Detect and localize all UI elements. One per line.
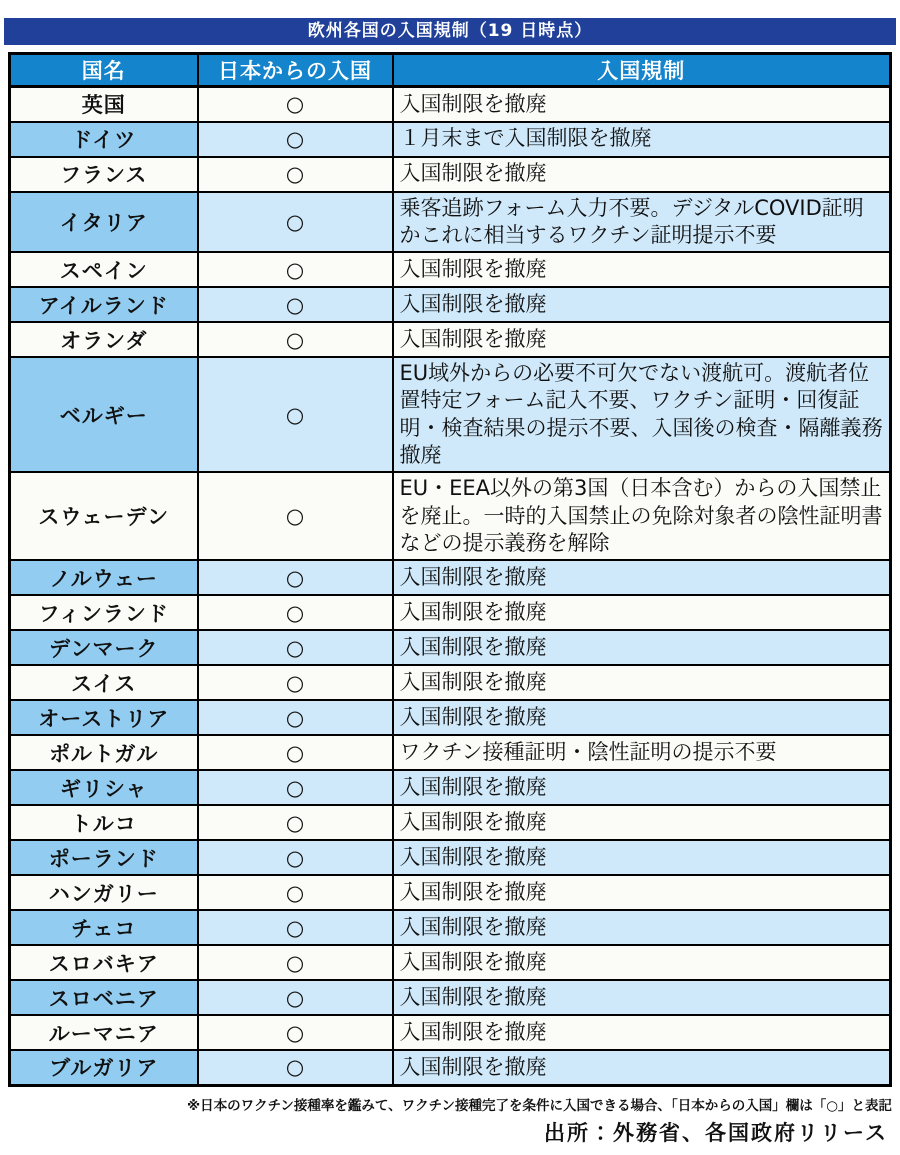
country-name-cell: チェコ <box>10 910 198 945</box>
entry-allowed-mark: ○ <box>198 875 393 910</box>
restriction-text-cell: EU・EEA以外の第3国（日本含む）からの入国禁止を廃止。一時的入国禁止の免除対象者の陰性証明書などの提示義務を解除 <box>393 472 891 560</box>
footnote: ※日本のワクチン接種率を鑑みて、ワクチン接種完了を条件に入国できる場合、「日本からの入国」欄は「○」と表記 <box>186 1097 892 1114</box>
table-header <box>10 54 891 87</box>
table-row <box>10 87 891 122</box>
table-row <box>10 875 891 910</box>
restriction-text-cell: 入国制限を撤廃 <box>393 287 891 322</box>
table-row <box>10 560 891 595</box>
country-name-cell: スペイン <box>10 252 198 287</box>
entry-allowed-mark: ○ <box>198 1015 393 1050</box>
country-name-cell: ベルギー <box>10 357 198 472</box>
table-row <box>10 770 891 805</box>
country-name-cell: オランダ <box>10 322 198 357</box>
country-name-cell: オーストリア <box>10 700 198 735</box>
entry-allowed-mark: ○ <box>198 252 393 287</box>
table-row <box>10 192 891 253</box>
header-entry-restriction: 入国規制 <box>393 54 891 87</box>
entry-allowed-mark: ○ <box>198 122 393 157</box>
entry-allowed-mark: ○ <box>198 735 393 770</box>
entry-allowed-mark: ○ <box>198 157 393 192</box>
header-entry-from-japan: 日本からの入国 <box>198 54 393 87</box>
entry-allowed-mark: ○ <box>198 357 393 472</box>
restriction-text-cell: 入国制限を撤廃 <box>393 910 891 945</box>
restriction-text-cell: 入国制限を撤廃 <box>393 980 891 1015</box>
restriction-text-cell: 入国制限を撤廃 <box>393 252 891 287</box>
entry-allowed-mark: ○ <box>198 1050 393 1085</box>
country-name-cell: アイルランド <box>10 287 198 322</box>
restriction-text-cell: １月末まで入国制限を撤廃 <box>393 122 891 157</box>
table-row <box>10 252 891 287</box>
table-row <box>10 287 891 322</box>
country-name-cell: ドイツ <box>10 122 198 157</box>
table-row <box>10 322 891 357</box>
table-row <box>10 122 891 157</box>
restriction-text-cell: 入国制限を撤廃 <box>393 770 891 805</box>
entry-allowed-mark: ○ <box>198 287 393 322</box>
restriction-text-cell: 入国制限を撤廃 <box>393 87 891 122</box>
table-row <box>10 805 891 840</box>
title-bar <box>4 18 896 45</box>
entry-allowed-mark: ○ <box>198 700 393 735</box>
entry-allowed-mark: ○ <box>198 840 393 875</box>
restriction-text-cell: 入国制限を撤廃 <box>393 157 891 192</box>
country-name-cell: スロベニア <box>10 980 198 1015</box>
country-name-cell: デンマーク <box>10 630 198 665</box>
restriction-text-cell: 入国制限を撤廃 <box>393 595 891 630</box>
entry-allowed-mark: ○ <box>198 560 393 595</box>
table-row <box>10 472 891 560</box>
country-name-cell: スロバキア <box>10 945 198 980</box>
restriction-text-cell: 入国制限を撤廃 <box>393 840 891 875</box>
entry-allowed-mark: ○ <box>198 192 393 253</box>
country-name-cell: イタリア <box>10 192 198 253</box>
country-name-cell: フィンランド <box>10 595 198 630</box>
table-row <box>10 700 891 735</box>
restriction-text-cell: EU域外からの必要不可欠でない渡航可。渡航者位置特定フォーム記入不要、ワクチン証明・回復証明・検査結果の提示不要、入国後の検査・隔離義務撤廃 <box>393 357 891 472</box>
table-row <box>10 840 891 875</box>
entry-allowed-mark: ○ <box>198 805 393 840</box>
source-credit: 出所：外務省、各国政府リリース <box>544 1120 888 1145</box>
table-row <box>10 157 891 192</box>
table-row <box>10 357 891 472</box>
table-row <box>10 910 891 945</box>
table-row <box>10 980 891 1015</box>
entry-restrictions-table <box>8 52 892 1087</box>
country-name-cell: ポーランド <box>10 840 198 875</box>
country-name-cell: 英国 <box>10 87 198 122</box>
table-row <box>10 665 891 700</box>
table-body <box>10 87 891 1086</box>
entry-allowed-mark: ○ <box>198 87 393 122</box>
table-row <box>10 945 891 980</box>
country-name-cell: ポルトガル <box>10 735 198 770</box>
entry-allowed-mark: ○ <box>198 472 393 560</box>
table-row <box>10 735 891 770</box>
restriction-text-cell: ワクチン接種証明・陰性証明の提示不要 <box>393 735 891 770</box>
table-row <box>10 1050 891 1085</box>
restriction-text-cell: 入国制限を撤廃 <box>393 875 891 910</box>
entry-allowed-mark: ○ <box>198 595 393 630</box>
entry-allowed-mark: ○ <box>198 770 393 805</box>
restriction-text-cell: 入国制限を撤廃 <box>393 1015 891 1050</box>
country-name-cell: ブルガリア <box>10 1050 198 1085</box>
country-name-cell: ハンガリー <box>10 875 198 910</box>
entry-allowed-mark: ○ <box>198 630 393 665</box>
restriction-text-cell: 入国制限を撤廃 <box>393 945 891 980</box>
country-name-cell: フランス <box>10 157 198 192</box>
page-title: 欧州各国の入国規制（19 日時点） <box>307 21 593 41</box>
entry-allowed-mark: ○ <box>198 945 393 980</box>
restriction-text-cell: 乗客追跡フォーム入力不要。デジタルCOVID証明かこれに相当するワクチン証明提示不要 <box>393 192 891 253</box>
country-name-cell: ノルウェー <box>10 560 198 595</box>
header-country-name: 国名 <box>10 54 198 87</box>
table-row <box>10 1015 891 1050</box>
entry-allowed-mark: ○ <box>198 322 393 357</box>
country-name-cell: スイス <box>10 665 198 700</box>
restriction-text-cell: 入国制限を撤廃 <box>393 700 891 735</box>
restriction-text-cell: 入国制限を撤廃 <box>393 560 891 595</box>
restriction-text-cell: 入国制限を撤廃 <box>393 630 891 665</box>
entry-allowed-mark: ○ <box>198 980 393 1015</box>
restriction-text-cell: 入国制限を撤廃 <box>393 1050 891 1085</box>
entry-allowed-mark: ○ <box>198 665 393 700</box>
country-name-cell: トルコ <box>10 805 198 840</box>
header-row <box>10 54 891 87</box>
restriction-text-cell: 入国制限を撤廃 <box>393 322 891 357</box>
country-name-cell: ギリシャ <box>10 770 198 805</box>
country-name-cell: ルーマニア <box>10 1015 198 1050</box>
country-name-cell: スウェーデン <box>10 472 198 560</box>
entry-allowed-mark: ○ <box>198 910 393 945</box>
table-row <box>10 595 891 630</box>
table-row <box>10 630 891 665</box>
restriction-text-cell: 入国制限を撤廃 <box>393 805 891 840</box>
restriction-text-cell: 入国制限を撤廃 <box>393 665 891 700</box>
